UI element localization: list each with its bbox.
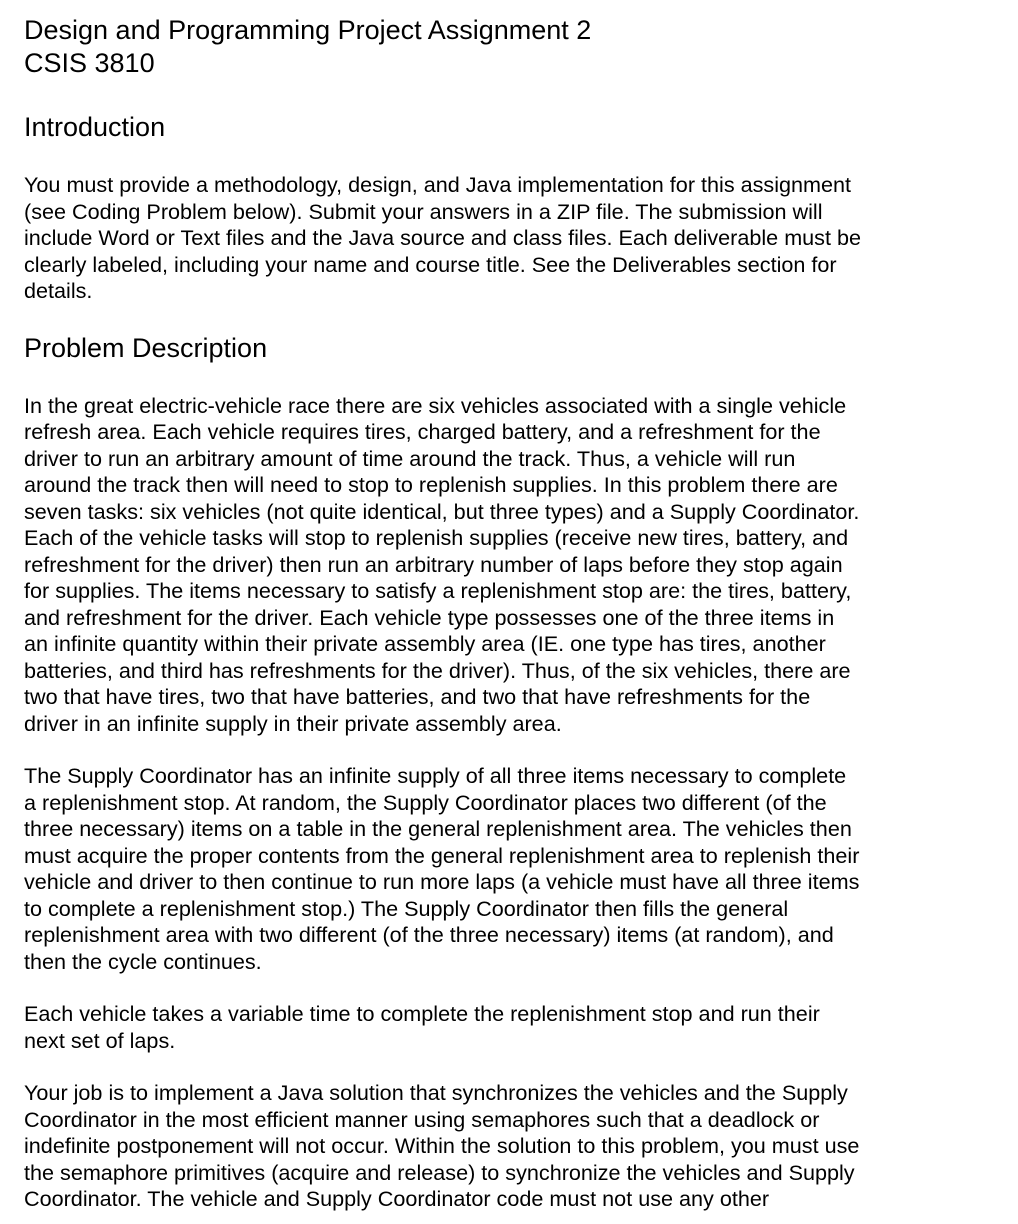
paragraph-line: next set of laps. [24, 1027, 176, 1053]
paragraph-line: then the cycle continues. [24, 948, 262, 974]
paragraph-line: two that have tires, two that have batteries, and two that have refreshments for the [24, 684, 811, 709]
problem-paragraph-1 [24, 393, 944, 738]
problem-paragraph-4 [24, 1080, 944, 1213]
problem-description-heading: Problem Description [24, 332, 268, 363]
paragraph-line: Your job is to implement a Java solution that synchronizes the vehicles and the Supply [24, 1080, 848, 1105]
paragraph-line: seven tasks: six vehicles (not quite identical, but three types) and a Supply Coordinator. [24, 498, 860, 524]
paragraph-line: and refreshment for the driver. Each vehicle type possesses one of the three items in [24, 604, 835, 630]
introduction-heading: Introduction [24, 112, 166, 142]
paragraph-line: In the great electric-vehicle race there are six vehicles associated with a single vehicle [24, 392, 847, 418]
paragraph-line: clearly labeled, including your name and course title. See the Deliverables section for [24, 251, 837, 277]
paragraph-line: Each of the vehicle tasks will stop to replenish supplies (receive new tires, battery, and [24, 525, 849, 550]
problem-paragraph-2 [24, 763, 944, 975]
paragraph-line: around the track then will need to stop to replenish supplies. In this problem there are [24, 472, 838, 497]
paragraph-line: a replenishment stop. At random, the Supply Coordinator places two different (of the [24, 789, 827, 815]
paragraph-line: batteries, and third has refreshments for the driver). Thus, of the six vehicles, there are [24, 657, 851, 683]
paragraph-line: driver to run an arbitrary amount of time around the track. Thus, a vehicle will run [24, 445, 796, 471]
paragraph-line: vehicle and driver to then continue to run more laps (a vehicle must have all three items [24, 869, 860, 894]
paragraph-line: Coordinator. The vehicle and Supply Coordinator code must not use any other [24, 1186, 770, 1211]
paragraph-line: include Word or Text files and the Java source and class files. Each deliverable must be [24, 225, 861, 250]
introduction-paragraph [24, 172, 944, 305]
paragraph-line: must acquire the proper contents from the general replenishment area to replenish their [24, 842, 860, 868]
paragraph-line: refreshment for the driver) then run an arbitrary number of laps before they stop again [24, 551, 843, 577]
paragraph-line: for supplies. The items necessary to satisfy a replenishment stop are: the tires, battery, [24, 578, 852, 603]
course-code: CSIS 3810 [24, 48, 155, 78]
paragraph-line: (see Coding Problem below). Submit your answers in a ZIP file. The submission will [24, 198, 823, 224]
paragraph-line: Each vehicle takes a variable time to complete the replenishment stop and run their [24, 1001, 820, 1026]
paragraph-line: to complete a replenishment stop.) The Supply Coordinator then fills the general [24, 895, 789, 921]
paragraph-line: details. [24, 278, 93, 303]
paragraph-line: three necessary) items on a table in the general replenishment area. The vehicles then [24, 816, 852, 841]
paragraph-line: The Supply Coordinator has an infinite supply of all three items necessary to complete [24, 763, 847, 788]
paragraph-line: driver in an infinite supply in their private assembly area. [24, 710, 562, 736]
document-title: Design and Programming Project Assignment 2 [24, 15, 592, 45]
paragraph-line: the semaphore primitives (acquire and release) to synchronize the vehicles and Supply [24, 1159, 855, 1185]
document-page [24, 14, 944, 1213]
paragraph-line: refresh area. Each vehicle requires tires, charged battery, and a refreshment for the [24, 419, 821, 444]
paragraph-line: indefinite postponement will not occur. Within the solution to this problem, you must use [24, 1133, 860, 1158]
paragraph-line: an infinite quantity within their private assembly area (IE. one type has tires, another [24, 631, 826, 656]
paragraph-line: You must provide a methodology, design, and Java implementation for this assignment [24, 172, 852, 197]
paragraph-line: replenishment area with two different (of the three necessary) items (at random), and [24, 922, 834, 947]
paragraph-line: Coordinator in the most efficient manner using semaphores such that a deadlock or [24, 1106, 820, 1132]
problem-paragraph-3 [24, 1001, 944, 1054]
